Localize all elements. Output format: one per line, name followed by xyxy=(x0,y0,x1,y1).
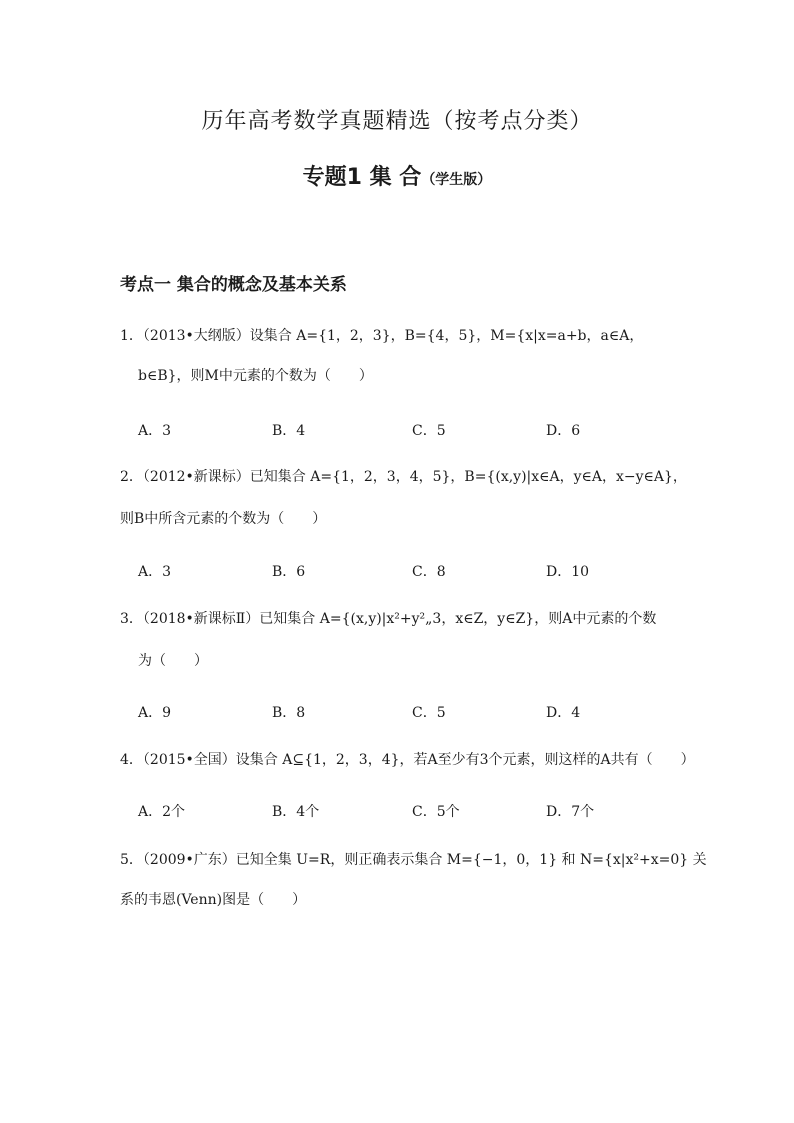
question-1-option-a: A．3 xyxy=(138,423,172,439)
question-2-option-a: A．3 xyxy=(138,564,172,580)
question-1-line-2: b∈B}，则M中元素的个数为（ ） xyxy=(138,368,373,384)
question-2-line-2: 则B中所含元素的个数为（ ） xyxy=(120,511,327,527)
question-1-line-1: 1．（2013•大纲版）设集合 A={1，2，3}，B={4，5}，M={x|x=a+b，a∈A， xyxy=(120,328,644,344)
question-4-option-a: A．2个 xyxy=(138,804,186,820)
question-1-option-b: B．4 xyxy=(272,423,306,439)
question-4-line-1: 4．（2015•全国）设集合 A⊆{1，2，3，4}，若A至少有3个元素，则这样的A共有（ ） xyxy=(120,752,695,768)
question-2-line-1: 2．（2012•新课标）已知集合 A={1，2，3，4，5}，B={(x,y)|x∈A，y∈A，x−y∈A}， xyxy=(120,469,687,485)
page-title: 历年高考数学真题精选（按考点分类） xyxy=(201,109,593,134)
question-3-line-2: 为（ ） xyxy=(138,653,208,669)
question-2-option-b: B．6 xyxy=(272,564,306,580)
question-3-option-d: D．4 xyxy=(546,705,581,721)
question-2-option-c: C．8 xyxy=(412,564,446,580)
question-5-line-2: 系的韦恩(Venn)图是（ ） xyxy=(120,892,307,908)
question-1-option-d: D．6 xyxy=(546,423,581,439)
topic-heading xyxy=(0,160,794,191)
question-5-line-1: 5．（2009•广东）已知全集 U=R，则正确表示集合 M={−1，0，1} 和 N={x|x²+x=0} 关 xyxy=(120,852,707,868)
question-3-option-c: C．5 xyxy=(412,705,446,721)
edition-note: （学生版） xyxy=(421,172,492,188)
question-2-option-d: D．10 xyxy=(546,564,590,580)
section-heading: 考点一 集合的概念及基本关系 xyxy=(120,275,347,295)
question-1-option-c: C．5 xyxy=(412,423,446,439)
question-4-option-d: D．7个 xyxy=(546,804,595,820)
question-3-line-1: 3．（2018•新课标Ⅱ）已知集合 A={(x,y)|x²+y²„3，x∈Z，y∈Z}，则A中元素的个数 xyxy=(120,611,657,627)
question-4-option-b: B．4个 xyxy=(272,804,320,820)
topic-title: 专题1 集 合 xyxy=(302,165,422,190)
question-4-option-c: C．5个 xyxy=(412,804,460,820)
question-3-option-b: B．8 xyxy=(272,705,306,721)
question-3-option-a: A．9 xyxy=(138,705,172,721)
